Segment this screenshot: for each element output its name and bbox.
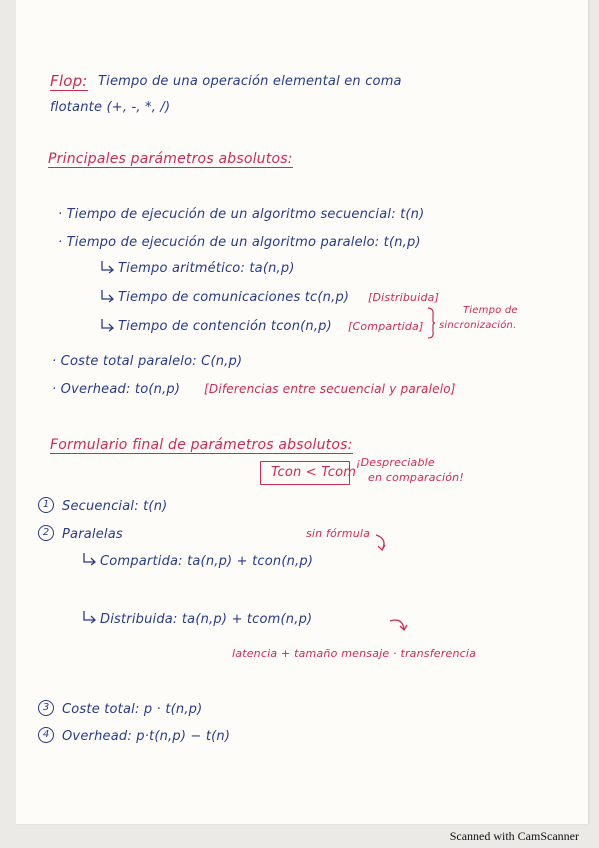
arrow-turn-right-icon	[100, 289, 116, 303]
curved-arrow-icon	[374, 533, 390, 553]
flop-definition-line1: Tiempo de una operación elemental en coma	[98, 74, 402, 89]
overhead-definition: · Overhead: to(n,p)	[52, 382, 181, 397]
scanner-watermark: Scanned with CamScanner	[449, 829, 579, 843]
formula-compartida: Compartida: ta(n,p) + tcon(n,p)	[100, 554, 314, 569]
param-parallel-time: · Tiempo de ejecución de un algoritmo paralelo: t(n,p)	[58, 235, 421, 250]
arrow-turn-right-icon	[82, 610, 98, 624]
arrow-turn-right-icon	[82, 552, 98, 566]
sub-arithmetic-time: Tiempo aritmético: ta(n,p)	[118, 261, 295, 276]
sub-communication-time: Tiempo de comunicaciones tc(n,p)	[118, 290, 350, 305]
bracket-icon	[426, 306, 436, 340]
despreciable-note-line1: ¡Despreciable	[356, 456, 435, 469]
item-number-4: 4	[38, 727, 54, 743]
arrow-turn-right-icon	[100, 318, 116, 332]
despreciable-note-line2: en comparación!	[368, 471, 464, 484]
formula-distribuida: Distribuida: ta(n,p) + tcom(n,p)	[100, 612, 313, 627]
heading-formulario-final: Formulario final de parámetros absolutos:	[50, 437, 353, 453]
coste-total-paralelo: · Coste total paralelo: C(n,p)	[52, 354, 243, 369]
flop-label: Flop:	[50, 72, 88, 90]
overhead-tag: [Diferencias entre secuencial y paralelo]	[204, 382, 456, 396]
sub-contention-time: Tiempo de contención tcon(n,p)	[118, 319, 332, 334]
heading-principal-params: Principales parámetros absolutos:	[48, 151, 293, 167]
item-secuencial: Secuencial: t(n)	[62, 499, 168, 514]
note-sincronizacion: sincronización.	[439, 320, 517, 331]
sin-formula-note: sin fórmula	[306, 527, 371, 540]
boxed-comparison-text: Tcon < Tcom	[271, 465, 357, 480]
item-number-2: 2	[38, 525, 54, 541]
item-paralelas: Paralelas	[62, 527, 123, 542]
curved-arrow-icon	[388, 617, 412, 637]
flop-definition-line2: flotante (+, -, *, /)	[50, 100, 171, 115]
item-number-3: 3	[38, 700, 54, 716]
item-coste-total: Coste total: p · t(n,p)	[62, 702, 203, 717]
tag-distribuida: [Distribuida]	[368, 291, 440, 304]
param-sequential-time: · Tiempo de ejecución de un algoritmo secuencial: t(n)	[58, 207, 425, 222]
note-tiempo-de: Tiempo de	[463, 305, 518, 316]
item-overhead: Overhead: p·t(n,p) − t(n)	[62, 729, 231, 744]
tag-compartida: [Compartida]	[348, 320, 424, 333]
notebook-page	[16, 0, 588, 824]
item-number-1: 1	[38, 497, 54, 513]
arrow-turn-right-icon	[100, 260, 116, 274]
latencia-explanation: latencia + tamaño mensaje · transferencia	[232, 647, 477, 660]
